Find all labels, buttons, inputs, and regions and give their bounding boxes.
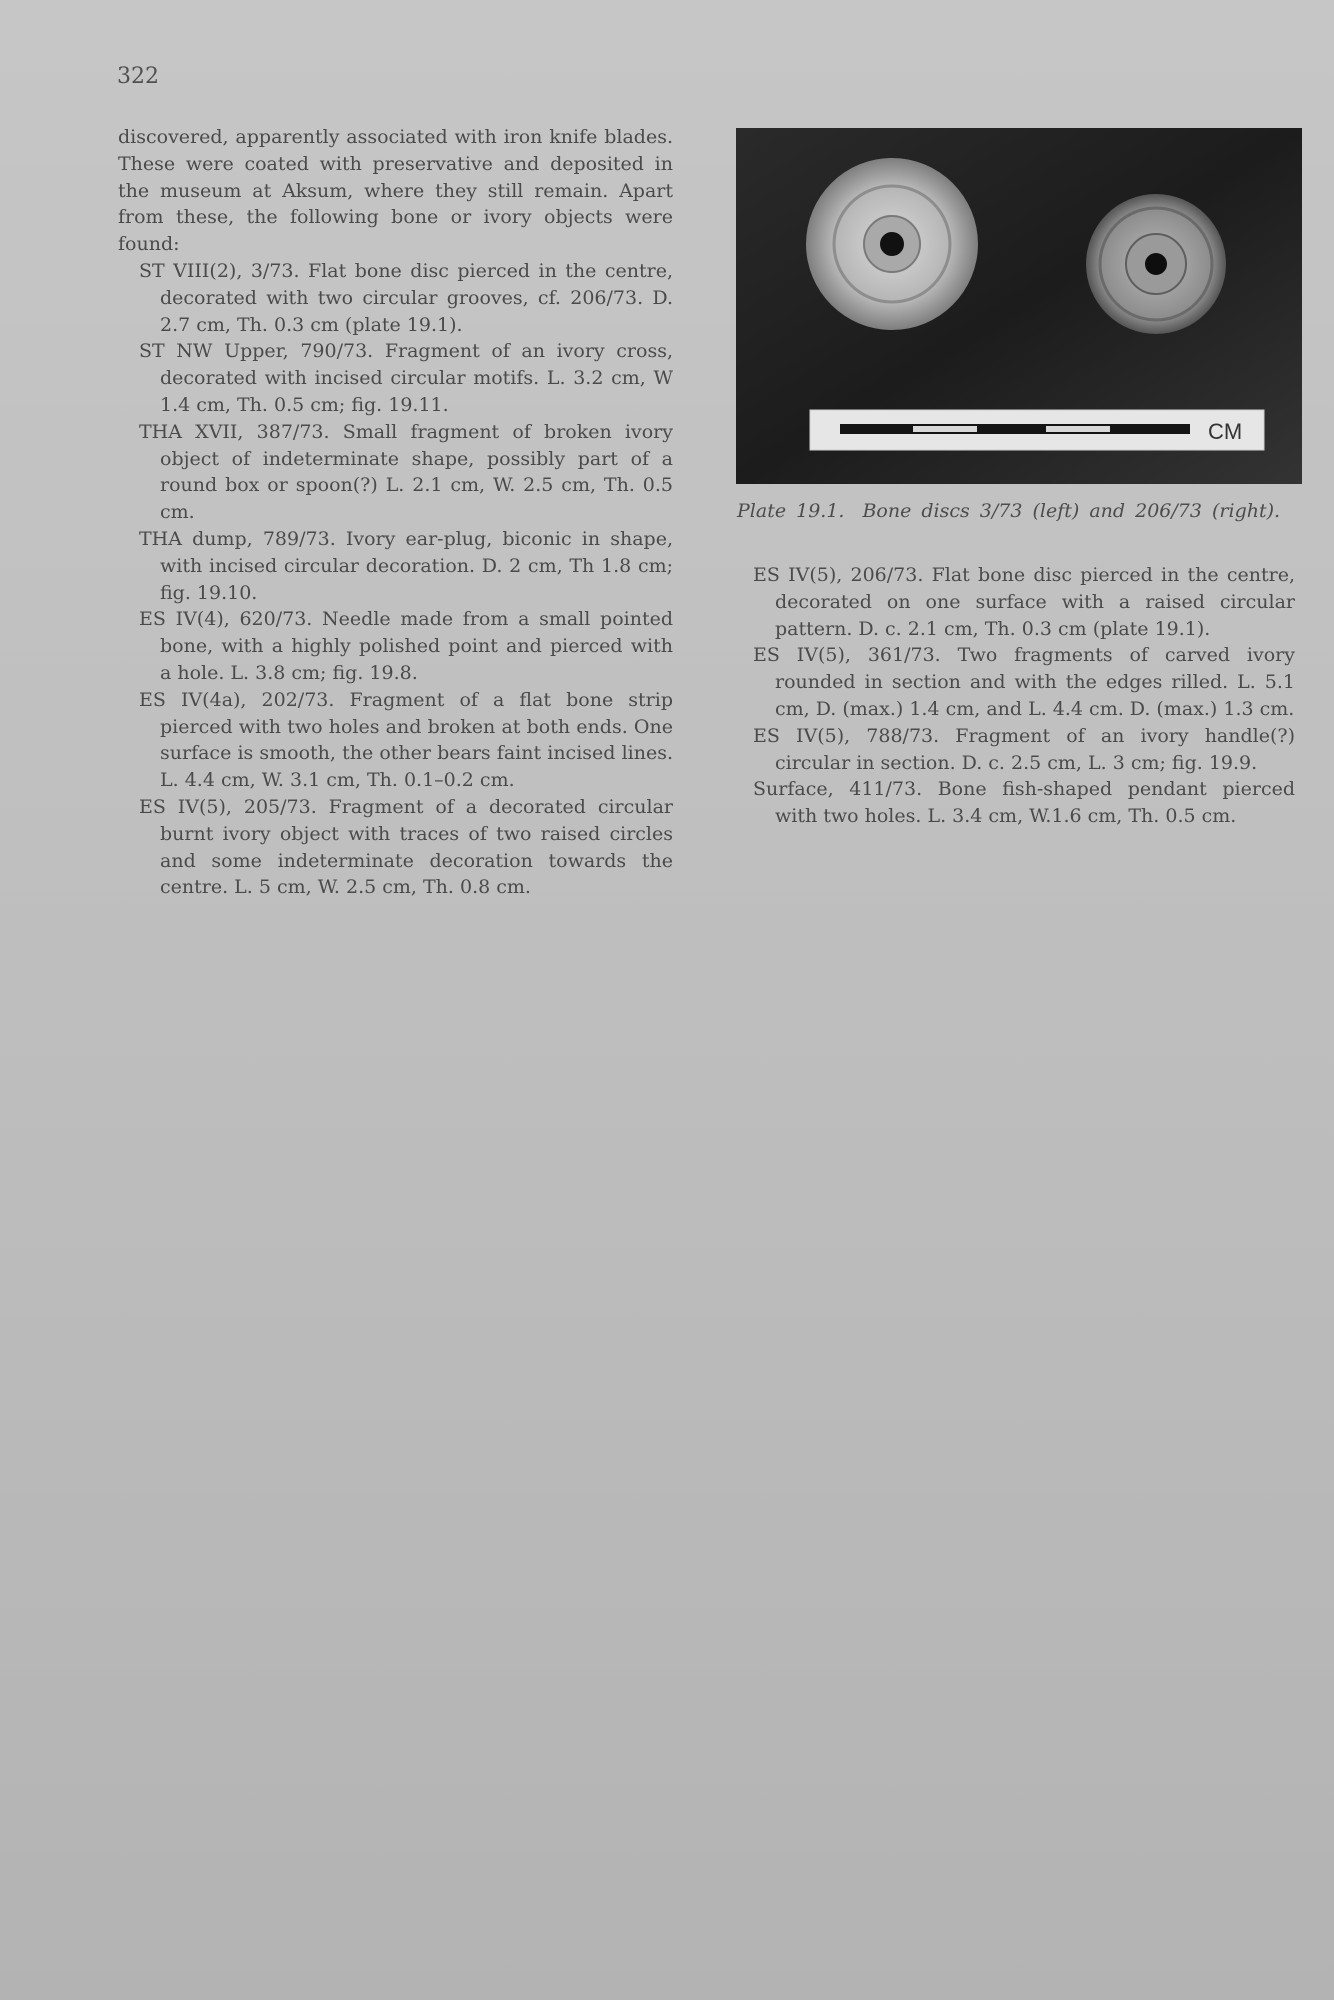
- bone-disc-right: [1086, 194, 1226, 334]
- plate-caption-text: Bone discs 3/73 (left) and 206/73 (right).: [862, 500, 1281, 522]
- bone-disc-left: [806, 158, 978, 330]
- plate-photo: [736, 128, 1302, 484]
- bone-discs-photo: [736, 128, 1302, 484]
- catalogue-entry: ST NW Upper, 790/73. Fragment of an ivory cross, decorated with incised circular motifs. L. 3.2 cm, W 1.4 cm, Th. 0.5 cm; fig. 19.11.: [139, 340, 673, 416]
- scale-bar: [810, 410, 1264, 450]
- catalogue-entry: ES IV(5), 788/73. Fragment of an ivory handle(?) circular in section. D. c. 2.5 cm, L. 3 cm; fig. 19.9.: [753, 724, 1295, 774]
- page-number: 322: [117, 64, 159, 89]
- right-column: [753, 562, 1295, 830]
- catalogue-entry: ES IV(5), 205/73. Fragment of a decorated circular burnt ivory object with traces of two raised circles and some indeterminate decoration towards the centre. L. 5 cm, W. 2.5 cm, Th. 0.8 cm.: [139, 795, 673, 899]
- catalogue-entry: ES IV(5), 361/73. Two fragments of carved ivory rounded in section and with the edges rilled. L. 5.1 cm, D. (max.) 1.4 cm, and L. 4.4 cm. D. (max.) 1.3 cm.: [753, 644, 1295, 720]
- plate-number: Plate 19.1.: [737, 500, 845, 522]
- left-column: [118, 124, 673, 901]
- scale-label: CM: [1208, 419, 1243, 444]
- catalogue-entry: ES IV(5), 206/73. Flat bone disc pierced in the centre, decorated on one surface with a raised circular pattern. D. c. 2.1 cm, Th. 0.3 cm (plate 19.1).: [753, 564, 1295, 640]
- plate-caption: [737, 500, 1280, 522]
- catalogue-entry: THA XVII, 387/73. Small fragment of broken ivory object of indeterminate shape, possibly part of a round box or spoon(?) L. 2.1 cm, W. 2.5 cm, Th. 0.5 cm.: [139, 420, 673, 524]
- catalogue-entry: ES IV(4), 620/73. Needle made from a small pointed bone, with a highly polished point and pierced with a hole. L. 3.8 cm; fig. 19.8.: [139, 608, 673, 684]
- catalogue-entry: ST VIII(2), 3/73. Flat bone disc pierced in the centre, decorated with two circular grooves, cf. 206/73. D. 2.7 cm, Th. 0.3 cm (plate 19.1).: [139, 259, 673, 336]
- intro-paragraph: discovered, apparently associated with iron knife blades. These were coated with preservative and deposited in the museum at Aksum, where they still remain. Apart from these, the following bone or ivory objects were found:: [118, 126, 673, 256]
- catalogue-entry: THA dump, 789/73. Ivory ear-plug, biconic in shape, with incised circular decoration. D. 2 cm, Th 1.8 cm; fig. 19.10.: [139, 527, 673, 604]
- catalogue-entry: ES IV(4a), 202/73. Fragment of a flat bone strip pierced with two holes and broken at both ends. One surface is smooth, the other bears faint incised lines. L. 4.4 cm, W. 3.1 cm, Th. 0.1–0.2 cm.: [139, 688, 673, 792]
- catalogue-entry: Surface, 411/73. Bone fish-shaped pendant pierced with two holes. L. 3.4 cm, W.1.6 cm, Th. 0.5 cm.: [753, 778, 1295, 828]
